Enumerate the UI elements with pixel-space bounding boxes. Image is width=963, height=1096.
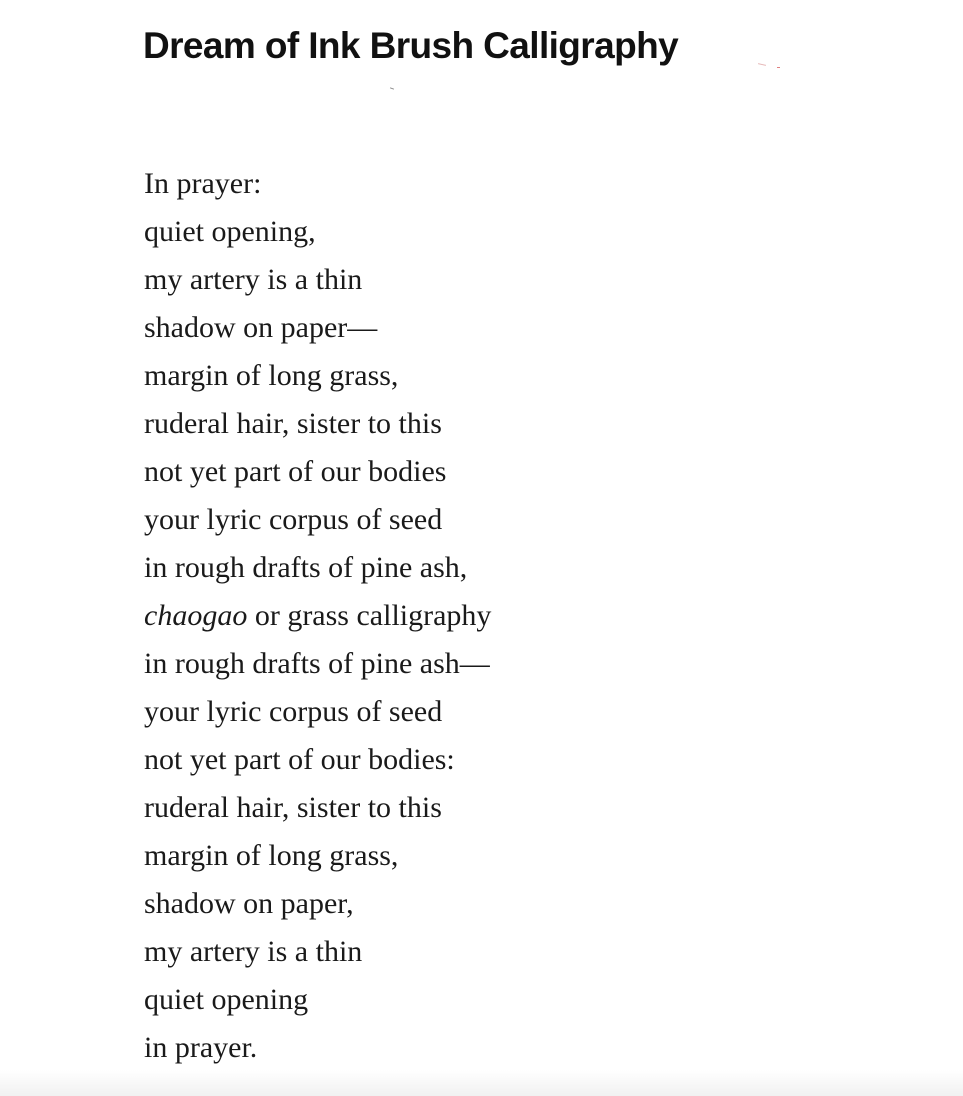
poem-line: your lyric corpus of seed	[144, 503, 443, 536]
bottom-edge-shadow	[0, 1070, 963, 1096]
poem-line: shadow on paper,	[144, 887, 354, 920]
poem-line: your lyric corpus of seed	[144, 695, 443, 728]
ink-speck	[777, 67, 780, 68]
poem-line: quiet opening	[144, 983, 309, 1016]
poem-line: my artery is a thin	[144, 263, 363, 296]
poem-title: Dream of Ink Brush Calligraphy	[143, 25, 679, 66]
poem-body	[144, 160, 491, 1072]
poem-line: in rough drafts of pine ash,	[144, 551, 468, 584]
poem-line: shadow on paper—	[144, 311, 378, 344]
poem-line: margin of long grass,	[144, 359, 399, 392]
poem-line: my artery is a thin	[144, 935, 363, 968]
poem-line: quiet opening,	[144, 215, 316, 248]
poem-line: not yet part of our bodies:	[144, 743, 455, 776]
poem-line: ruderal hair, sister to this	[144, 407, 442, 440]
poem-line: not yet part of our bodies	[144, 455, 447, 488]
poem-line: margin of long grass,	[144, 839, 399, 872]
poem-line: in rough drafts of pine ash—	[144, 647, 490, 680]
poem-line: ruderal hair, sister to this	[144, 791, 442, 824]
poem-line: chaogao or grass calligraphy	[144, 599, 492, 632]
poem-line: in prayer.	[144, 1031, 258, 1064]
ink-speck	[390, 87, 394, 89]
poem-line: In prayer:	[144, 167, 262, 200]
italic-word: chaogao	[144, 599, 248, 632]
ink-speck	[758, 63, 766, 66]
